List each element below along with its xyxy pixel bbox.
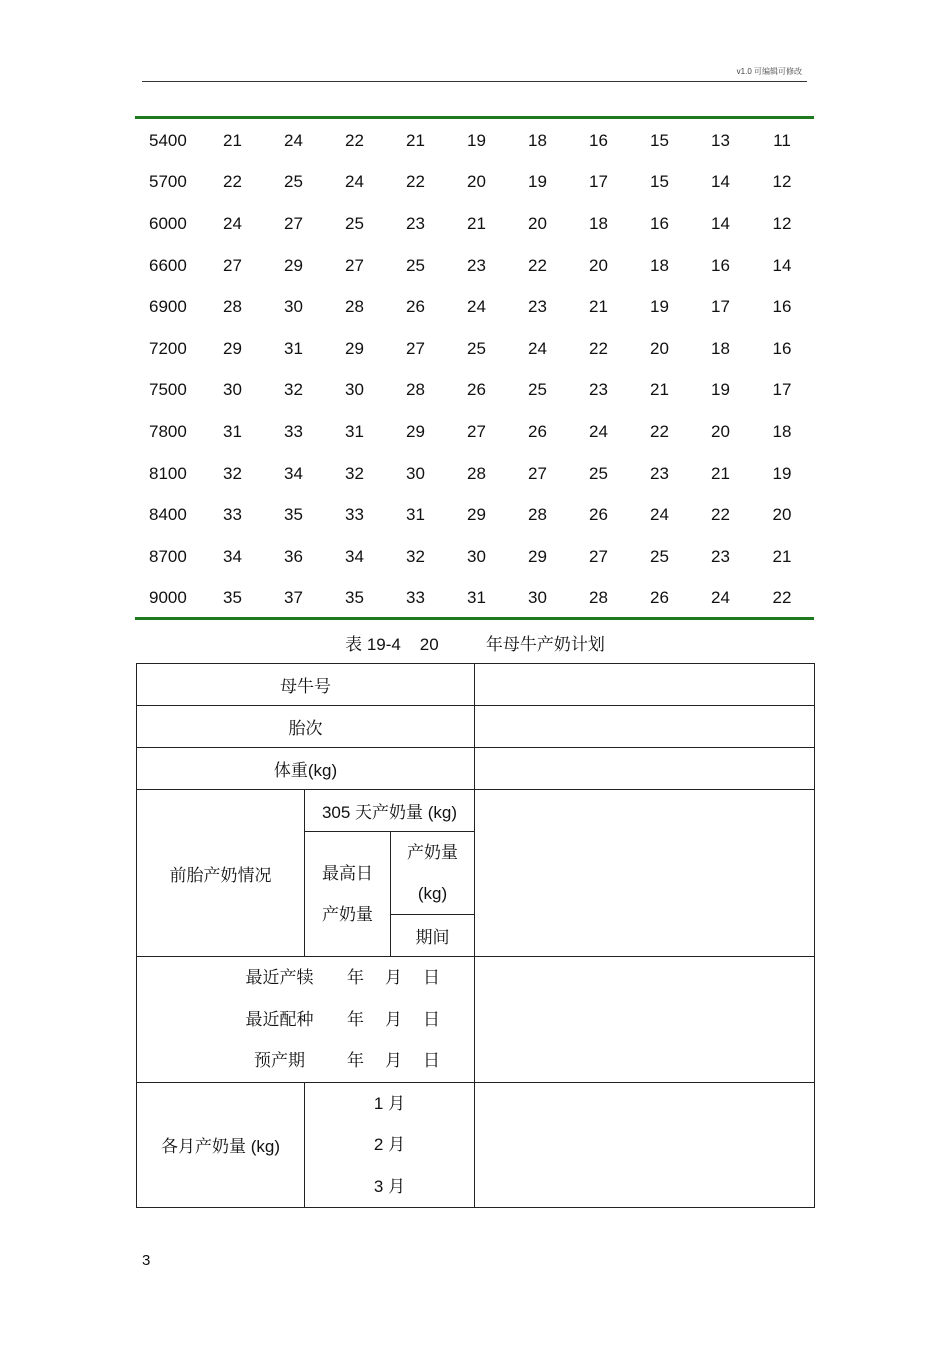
- table-row: [136, 370, 813, 412]
- milk-305-label: 305 天产奶量 (kg): [305, 790, 475, 832]
- table-cell: 30: [467, 546, 486, 566]
- table-cell: 30: [406, 463, 425, 483]
- month-label: 月: [385, 1009, 402, 1029]
- dates-value-cell[interactable]: [475, 957, 815, 1083]
- table-cell: 21: [772, 546, 792, 566]
- table-cell: 25: [406, 255, 425, 275]
- form-row-prev-lactation: [137, 790, 815, 832]
- peak-yield-line2: 产奶量: [322, 905, 373, 924]
- table-cell: 30: [223, 380, 242, 400]
- row-header-cell: 6900: [149, 297, 187, 317]
- form-row-body-weight: [137, 748, 815, 790]
- form-row-monthly-yield: [137, 1082, 815, 1208]
- table-cell: 11: [773, 130, 791, 150]
- page-number: 3: [142, 1252, 151, 1269]
- table-cell: 20: [650, 338, 669, 358]
- table-cell: 19: [467, 130, 486, 150]
- table-cell: 26: [528, 421, 547, 441]
- table-cell: 33: [345, 505, 364, 525]
- table-row: [136, 328, 813, 370]
- period-label: 期间: [391, 915, 475, 957]
- table-cell: 29: [345, 338, 364, 358]
- table-cell: 18: [711, 338, 730, 358]
- table-cell: 25: [650, 546, 669, 566]
- table-cell: 22: [711, 505, 730, 525]
- table-cell: 16: [772, 338, 792, 358]
- table-cell: 24: [650, 505, 669, 525]
- month-label: 月: [385, 968, 402, 987]
- table-cell: 13: [711, 130, 730, 150]
- header-divider: [142, 81, 807, 82]
- table-cell: 35: [345, 588, 364, 608]
- table-cell: 22: [650, 421, 669, 441]
- yield-kg-line2: (kg): [417, 884, 448, 903]
- recent-breeding-label: 最近配种: [245, 1009, 314, 1029]
- table-cell: 31: [467, 588, 486, 608]
- table-cell: 30: [284, 297, 303, 317]
- table-cell: 23: [711, 546, 730, 566]
- table-cell: 25: [589, 463, 608, 483]
- row-header-cell: 7200: [149, 338, 187, 358]
- table-cell: 27: [589, 546, 608, 566]
- day-label: 日: [423, 968, 440, 987]
- table-cell: 35: [284, 505, 303, 525]
- due-date-row: [199, 1040, 474, 1082]
- dates-block: [137, 957, 475, 1083]
- day-label: 日: [423, 1051, 440, 1070]
- table-cell: 16: [589, 130, 608, 150]
- table-row: [136, 245, 813, 287]
- table-cell: 19: [528, 172, 547, 192]
- table-cell: 31: [345, 421, 364, 441]
- table-cell: 20: [528, 213, 547, 233]
- table-cell: 28: [406, 380, 425, 400]
- table-cell: 32: [345, 463, 364, 483]
- table-row: [136, 411, 813, 453]
- table-cell: 35: [223, 588, 242, 608]
- table-cell: 23: [467, 255, 486, 275]
- table-cell: 28: [223, 297, 242, 317]
- table-cell: 14: [711, 213, 730, 233]
- table-cell: 16: [711, 255, 730, 275]
- table-cell: 14: [772, 255, 792, 275]
- body-weight-value-cell[interactable]: [475, 748, 815, 790]
- table-cell: 27: [528, 463, 547, 483]
- months-block: [305, 1082, 475, 1208]
- table-cell: 25: [345, 213, 364, 233]
- table-cell: 31: [406, 505, 425, 525]
- table-row: [136, 494, 813, 536]
- table-cell: 20: [467, 172, 486, 192]
- table-cell: 15: [650, 172, 669, 192]
- form-row-dates: [137, 957, 815, 1083]
- table-cell: 34: [345, 546, 364, 566]
- table-cell: 32: [223, 463, 242, 483]
- cow-id-label: 母牛号: [137, 664, 475, 706]
- month-3-label: 3 月: [373, 1176, 406, 1196]
- row-header-cell: 5400: [149, 130, 187, 150]
- table-cell: 21: [223, 130, 242, 150]
- table-cell: 33: [284, 421, 303, 441]
- table-cell: 29: [406, 421, 425, 441]
- row-header-cell: 6600: [149, 255, 187, 275]
- table-cell: 32: [284, 380, 303, 400]
- table-cell: 26: [467, 380, 486, 400]
- table-cell: 21: [589, 297, 608, 317]
- month-1-label: 1 月: [373, 1093, 406, 1113]
- table-cell: 26: [650, 588, 669, 608]
- table-cell: 25: [467, 338, 486, 358]
- yield-kg-line1: 产奶量: [407, 843, 458, 862]
- table-cell: 29: [284, 255, 303, 275]
- table-cell: 15: [650, 130, 669, 150]
- table-cell: 27: [284, 213, 303, 233]
- table-cell: 24: [528, 338, 547, 358]
- table-cell: 19: [650, 297, 669, 317]
- prev-lactation-label: 前胎产奶情况: [137, 790, 305, 957]
- table-cell: 20: [589, 255, 608, 275]
- year-label: 年: [347, 1009, 364, 1029]
- monthly-yield-label: 各月产奶量 (kg): [137, 1082, 305, 1208]
- table-cell: 18: [650, 255, 669, 275]
- row-header-cell: 5700: [149, 172, 187, 192]
- day-label: 日: [423, 1009, 440, 1029]
- table-cell: 34: [284, 463, 303, 483]
- table-cell: 29: [223, 338, 242, 358]
- table-cell: 12: [772, 172, 792, 192]
- table-cell: 22: [772, 588, 792, 608]
- table-cell: 17: [589, 172, 608, 192]
- table-top-rule: [135, 116, 814, 119]
- table-row: [136, 203, 813, 245]
- table-cell: 17: [772, 380, 792, 400]
- table-row: [136, 120, 813, 162]
- body-weight-label: 体重(kg): [137, 748, 475, 790]
- table-cell: 27: [406, 338, 425, 358]
- milk-plan-form: [136, 663, 815, 1208]
- table-cell: 18: [589, 213, 608, 233]
- table-cell: 31: [223, 421, 242, 441]
- row-header-cell: 8100: [149, 463, 187, 483]
- table-cell: 24: [345, 172, 364, 192]
- table-cell: 22: [223, 172, 242, 192]
- peak-yield-line1: 最高日: [322, 864, 373, 883]
- row-header-cell: 9000: [149, 588, 187, 608]
- row-header-cell: 8400: [149, 505, 187, 525]
- row-header-cell: 7800: [149, 421, 187, 441]
- table-row: [136, 453, 813, 495]
- prev-lactation-value-cell[interactable]: [475, 790, 815, 957]
- table-cell: 23: [528, 297, 547, 317]
- table-cell: 26: [406, 297, 425, 317]
- table-cell: 25: [284, 172, 303, 192]
- table-cell: 22: [528, 255, 547, 275]
- recent-breeding-row: [199, 999, 474, 1041]
- table-cell: 21: [650, 380, 669, 400]
- table-cell: 14: [711, 172, 730, 192]
- table-row: [136, 578, 813, 620]
- table-cell: 17: [711, 297, 730, 317]
- table-cell: 19: [772, 463, 792, 483]
- table-cell: 22: [589, 338, 608, 358]
- milk-yield-table-body: [136, 120, 813, 619]
- table-row: [136, 162, 813, 204]
- table-cell: 18: [528, 130, 547, 150]
- table-cell: 23: [589, 380, 608, 400]
- table-cell: 33: [223, 505, 242, 525]
- month-label: 月: [385, 1051, 402, 1070]
- table-cell: 21: [467, 213, 486, 233]
- table-cell: 20: [711, 421, 730, 441]
- table-cell: 23: [650, 463, 669, 483]
- parity-value-cell[interactable]: [475, 706, 815, 748]
- table-cell: 29: [528, 546, 547, 566]
- table-cell: 16: [650, 213, 669, 233]
- table-cell: 28: [345, 297, 364, 317]
- table-cell: 21: [406, 130, 425, 150]
- table-cell: 20: [772, 505, 792, 525]
- table-cell: 30: [528, 588, 547, 608]
- form-row-cow-id: [137, 664, 815, 706]
- row-header-cell: 7500: [149, 380, 187, 400]
- milk-yield-table: [136, 120, 813, 619]
- table-cell: 24: [711, 588, 730, 608]
- due-date-label: 预产期: [254, 1051, 305, 1070]
- parity-label: 胎次: [137, 706, 475, 748]
- table-cell: 21: [711, 463, 730, 483]
- table-cell: 12: [772, 213, 792, 233]
- monthly-yield-value-cell[interactable]: [475, 1082, 815, 1208]
- table-cell: 22: [345, 130, 364, 150]
- row-header-cell: 6000: [149, 213, 187, 233]
- table-cell: 23: [406, 213, 425, 233]
- recent-calving-row: [199, 957, 474, 999]
- table-bottom-rule: [135, 617, 814, 620]
- row-header-cell: 8700: [149, 546, 187, 566]
- table-cell: 29: [467, 505, 486, 525]
- year-label: 年: [347, 968, 364, 987]
- table-row: [136, 536, 813, 578]
- header-version-text: v1.0 可编辑可修改: [736, 67, 802, 76]
- table-cell: 18: [772, 421, 792, 441]
- table-cell: 27: [345, 255, 364, 275]
- table-cell: 19: [711, 380, 730, 400]
- table-cell: 31: [284, 338, 303, 358]
- year-label: 年: [347, 1051, 364, 1070]
- table-row: [136, 286, 813, 328]
- table-cell: 36: [284, 546, 303, 566]
- table-cell: 22: [406, 172, 425, 192]
- table-cell: 28: [528, 505, 547, 525]
- form-row-parity: [137, 706, 815, 748]
- table-cell: 27: [467, 421, 486, 441]
- cow-id-value-cell[interactable]: [475, 664, 815, 706]
- table-cell: 32: [406, 546, 425, 566]
- month-2-label: 2 月: [373, 1135, 406, 1154]
- table-cell: 28: [467, 463, 486, 483]
- table-caption: 表 19-4 20 年母牛产奶计划: [345, 635, 605, 654]
- table-cell: 24: [589, 421, 608, 441]
- table-cell: 26: [589, 505, 608, 525]
- yield-kg-label: [391, 832, 475, 915]
- table-cell: 28: [589, 588, 608, 608]
- table-cell: 16: [772, 297, 792, 317]
- table-cell: 24: [284, 130, 303, 150]
- recent-calving-label: 最近产犊: [245, 968, 314, 987]
- table-cell: 24: [223, 213, 242, 233]
- table-cell: 24: [467, 297, 486, 317]
- table-cell: 33: [406, 588, 425, 608]
- peak-yield-label: [305, 832, 391, 957]
- table-cell: 27: [223, 255, 242, 275]
- table-cell: 30: [345, 380, 364, 400]
- table-cell: 37: [284, 588, 303, 608]
- table-cell: 34: [223, 546, 242, 566]
- table-cell: 25: [528, 380, 547, 400]
